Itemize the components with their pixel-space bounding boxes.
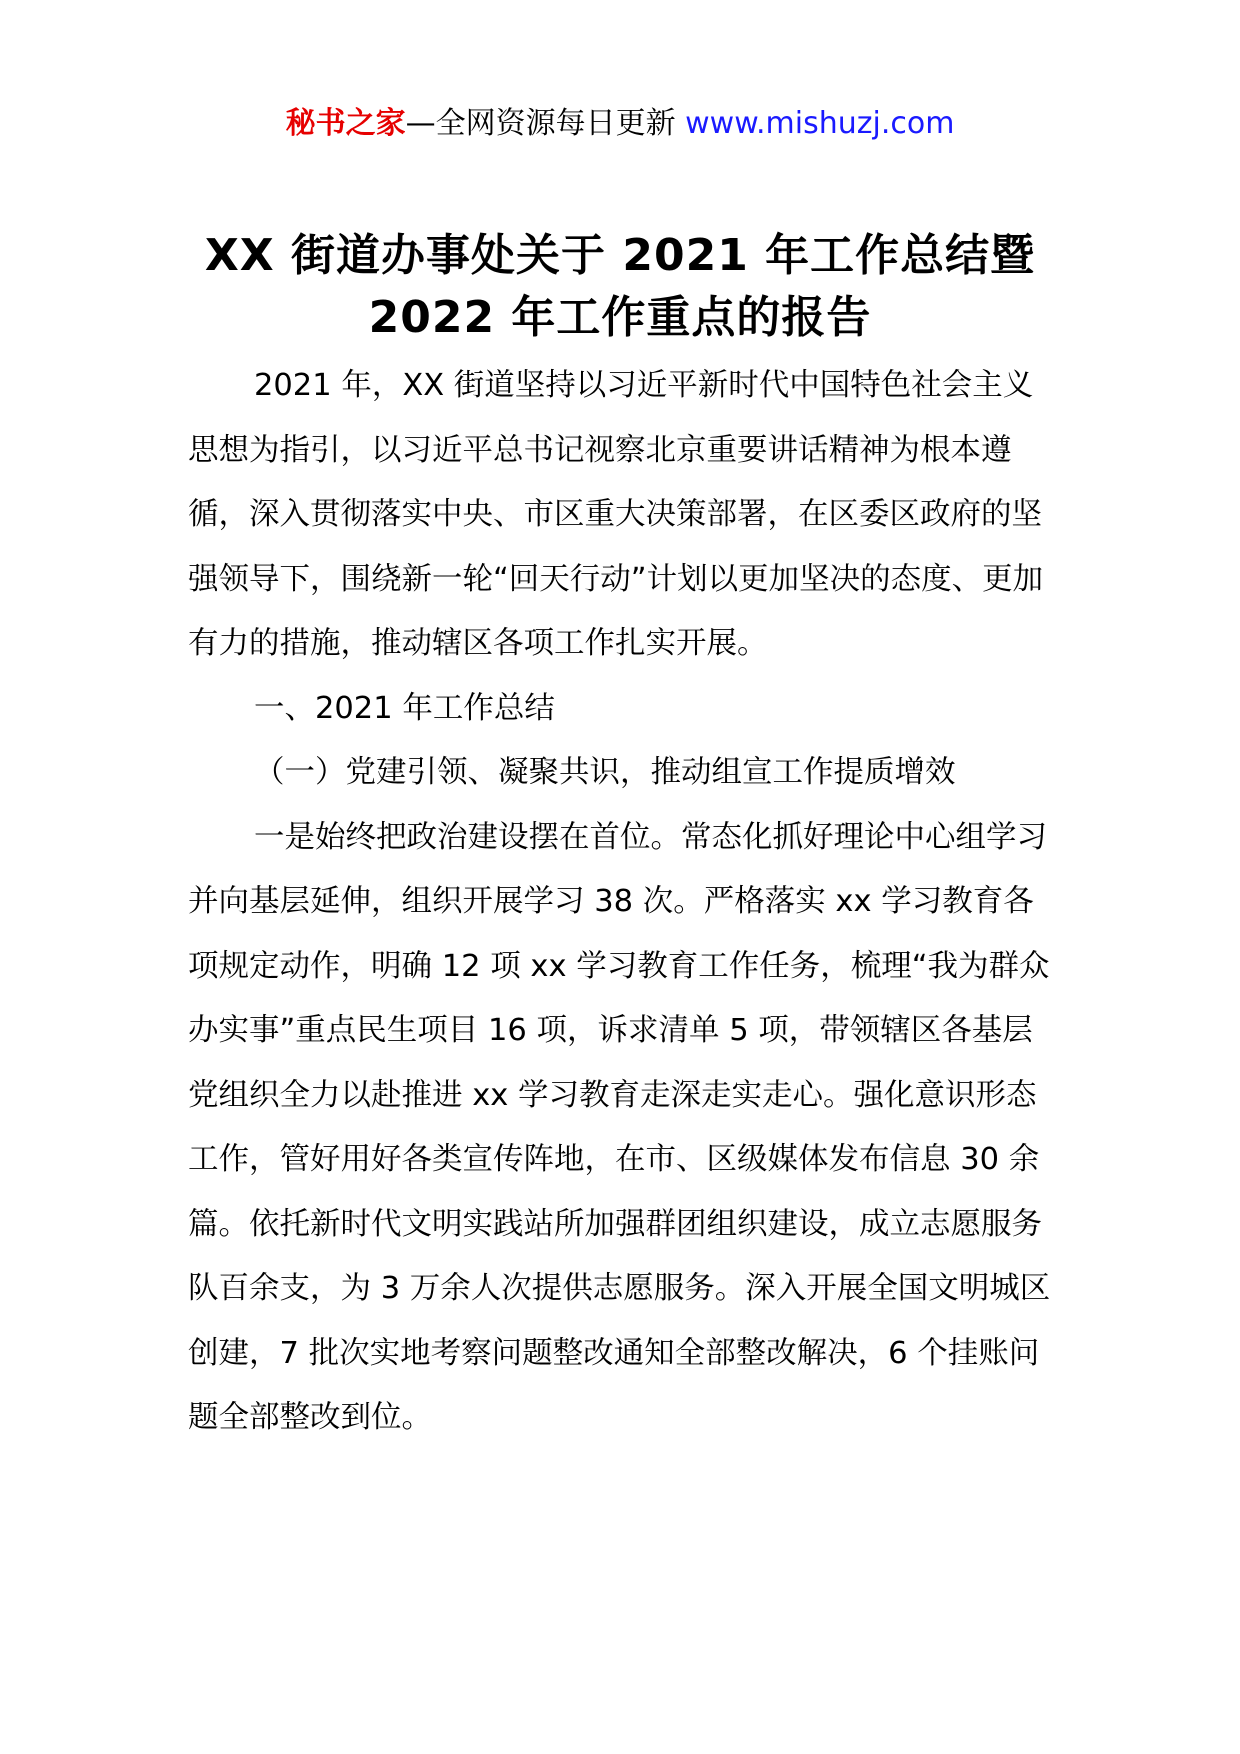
title-line-1: XX 街道办事处关于 2021 年工作总结暨 [204, 230, 1036, 282]
intro-paragraph: 2021 年，XX 街道坚持以习近平新时代中国特色社会主义思想为指引，以习近平总书记视察北京重要讲话精神为根本遵循，深入贯彻落实中央、市区重大决策部署，在区委区政府的坚强领导下，围绕新一轮“回天行动”计划以更加坚决的态度、更加有力的措施，推动辖区各项工作扎实开展。 [188, 368, 1044, 661]
body-paragraph: 一是始终把政治建设摆在首位。常态化抓好理论中心组学习并向基层延伸，组织开展学习 38 次。严格落实 xx 学习教育各项规定动作，明确 12 项 xx 学习教育工作任务，梳理“我为群众办实事”重点民生项目 16 项，诉求清单 5 项，带领辖区各基层党组织全力以赴推进 xx 学习教育走深走实走心。强化意识形态工作，管好用好各类宣传阵地，在市、区级媒体发布信息 30 余篇。依托新时代文明实践站所加强群团组织建设，成立志愿服务队百余支，为 3 万余人次提供志愿服务。深入开展全国文明城区创建，7 批次实地考察问题整改通知全部整改解决，6 个挂账问题全部整改到位。 [188, 819, 1051, 1435]
header-tagline: —全网资源每日更新 [405, 106, 686, 141]
section-heading: 一、2021 年工作总结 [254, 690, 555, 726]
brand-name: 秘书之家 [285, 106, 406, 141]
document-body [188, 354, 1058, 1451]
document-title [160, 225, 1080, 349]
site-url-link[interactable]: www.mishuzj.com [685, 106, 955, 141]
title-line-2: 2022 年工作重点的报告 [368, 292, 872, 344]
subsection-heading: （一）党建引领、凝聚共识，推动组宣工作提质增效 [254, 755, 956, 790]
header-banner [0, 104, 1240, 144]
